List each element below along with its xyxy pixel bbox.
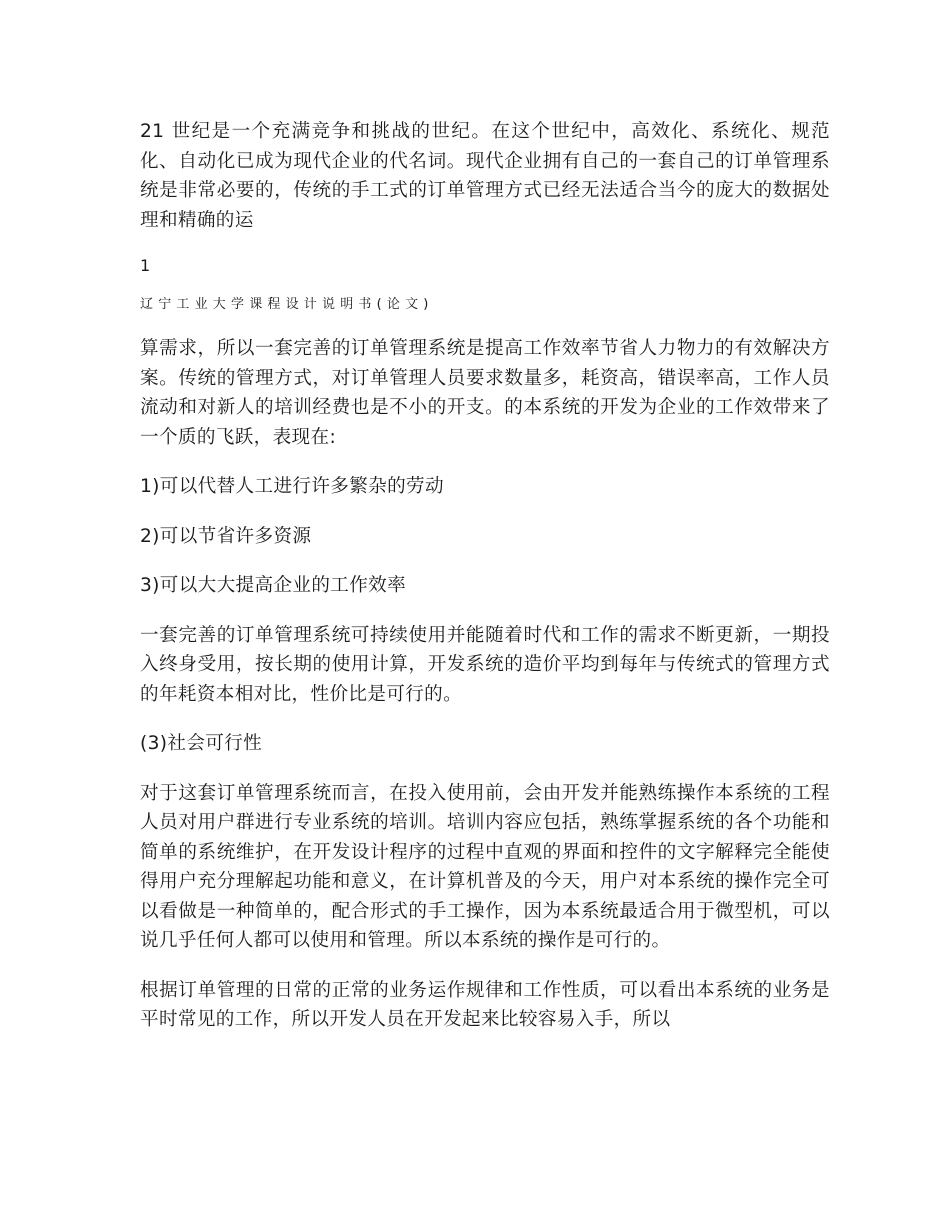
paragraph-social-feasibility: 对于这套订单管理系统而言，在投入使用前，会由开发并能熟练操作本系统的工程人员对用户群进行专业系统的培训。培训内容应包括，熟练掌握系统的各个功能和简单的系统维护，在开发设计程序的过程中直观的界面和控件的文字解释完全能使得用户充分理解起功能和意义，在计算机普及的今天，用户对本系统的操作完全可以看做是一种简单的，配合形式的手工操作，因为本系统最适合用于微型机，可以说几乎任何人都可以使用和管理。所以本系统的操作是可行的。 bbox=[140, 782, 830, 951]
paragraph-benefits: 算需求，所以一套完善的订单管理系统是提高工作效率节省人力物力的有效解决方案。传统的管理方式，对订单管理人员要求数量多，耗资高，错误率高，工作人员流动和对新人的培训经费也是不小的开支。的本系统的开发为企业的工作效带来了一个质的飞跃，表现在: bbox=[140, 338, 830, 448]
list-item: 2)可以节省许多资源 bbox=[140, 525, 312, 547]
list-item: 3)可以大大提高企业的工作效率 bbox=[140, 575, 407, 596]
page-number: 1 bbox=[140, 256, 151, 275]
running-header: 辽宁工业大学课程设计说明书(论文) bbox=[140, 297, 434, 312]
document-content bbox=[140, 117, 830, 1055]
paragraph-intro: 21 世纪是一个充满竞争和挑战的世纪。在这个世纪中，高效化、系统化、规范化、自动化已成为现代企业的代名词。现代企业拥有自己的一套自己的订单管理系统是非常必要的，传统的手工式的订单管理方式已经无法适合当今的庞大的数据处理和精确的运 bbox=[140, 121, 830, 231]
list-item: 1)可以代替人工进行许多繁杂的劳动 bbox=[140, 476, 444, 497]
paragraph-cost: 一套完善的订单管理系统可持续使用并能随着时代和工作的需求不断更新，一期投入终身受用，按长期的使用计算，开发系统的造价平均到每年与传统式的管理方式的年耗资本相对比，性价比是可行的。 bbox=[140, 624, 830, 705]
paragraph-business: 根据订单管理的日常的正常的业务运作规律和工作性质，可以看出本系统的业务是平时常见的工作，所以开发人员在开发起来比较容易入手，所以 bbox=[140, 979, 830, 1030]
section-heading: (3)社会可行性 bbox=[140, 733, 263, 754]
